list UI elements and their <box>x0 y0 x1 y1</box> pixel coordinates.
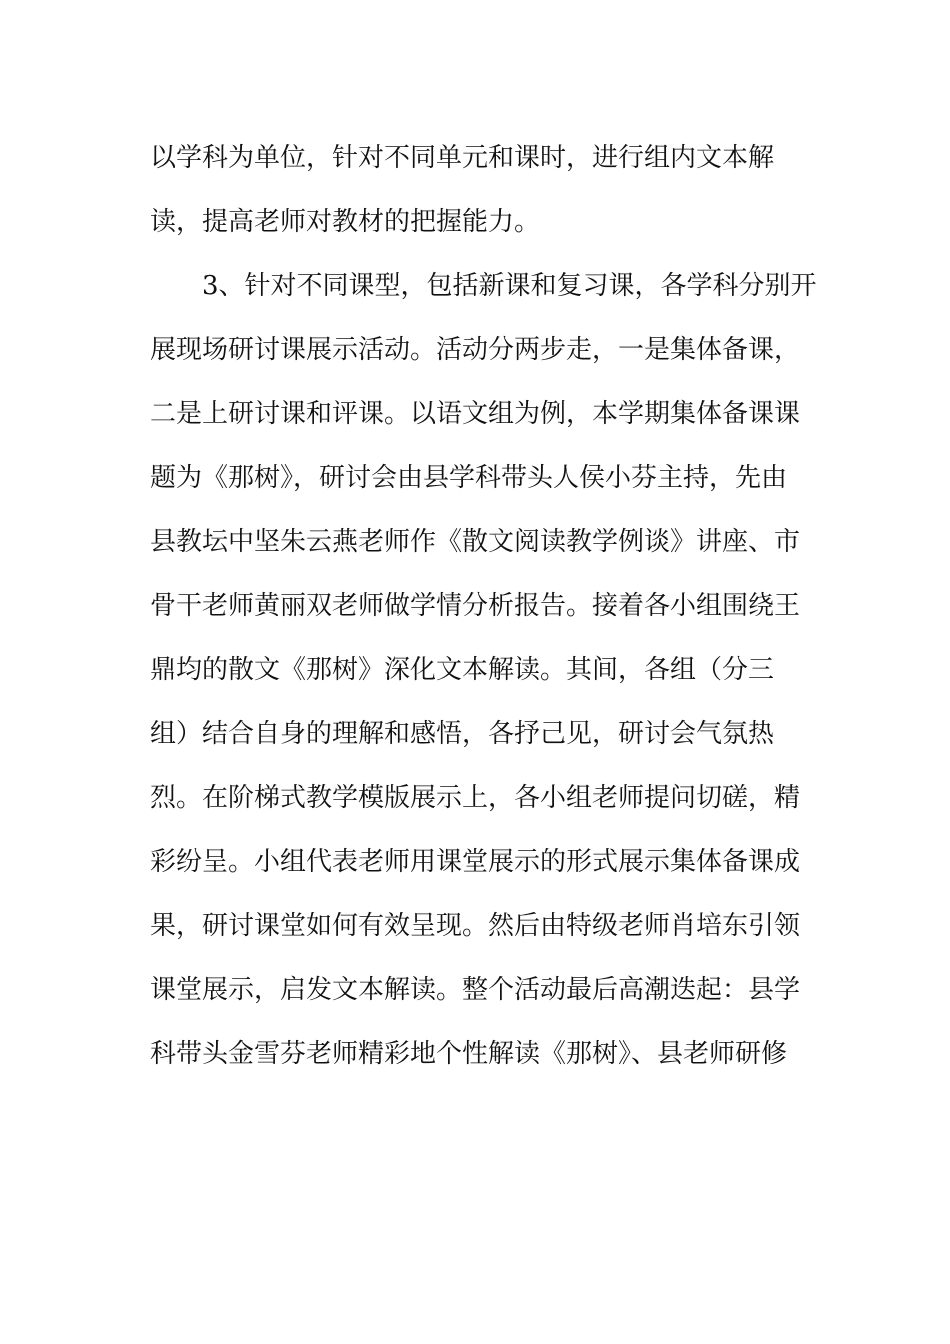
text-line: 骨干老师黄丽双老师做学情分析报告。接着各小组围绕王 <box>150 591 801 621</box>
text-line: 题为《那树》，研讨会由县学科带头人侯小芬主持，先由 <box>150 463 788 493</box>
text-line: 课堂展示，启发文本解读。整个活动最后高潮迭起：县学 <box>150 975 801 1005</box>
text-line: 科带头金雪芬老师精彩地个性解读《那树》、县老师研修 <box>150 1039 788 1069</box>
text-line: 读，提高老师对教材的把握能力。 <box>150 207 541 237</box>
text-line: 展现场研讨课展示活动。活动分两步走，一是集体备课， <box>150 335 801 365</box>
text-line: 以学科为单位，针对不同单元和课时，进行组内文本解 <box>150 143 775 173</box>
text-line: 果，研讨课堂如何有效呈现。然后由特级老师肖培东引领 <box>150 911 801 941</box>
text-line: 3、针对不同课型，包括新课和复习课，各学科分别开 <box>202 271 817 301</box>
body-text <box>150 126 817 1086</box>
text-line: 二是上研讨课和评课。以语文组为例，本学期集体备课课 <box>150 399 801 429</box>
text-line: 烈。在阶梯式教学模版展示上，各小组老师提问切磋，精 <box>150 783 801 813</box>
text-line: 鼎均的散文《那树》深化文本解读。其间，各组（分三 <box>150 655 775 685</box>
text-line: 县教坛中坚朱云燕老师作《散文阅读教学例谈》讲座、市 <box>150 527 801 557</box>
text-line: 组）结合自身的理解和感悟，各抒己见，研讨会气氛热 <box>150 719 775 749</box>
text-line: 彩纷呈。小组代表老师用课堂展示的形式展示集体备课成 <box>150 847 801 877</box>
